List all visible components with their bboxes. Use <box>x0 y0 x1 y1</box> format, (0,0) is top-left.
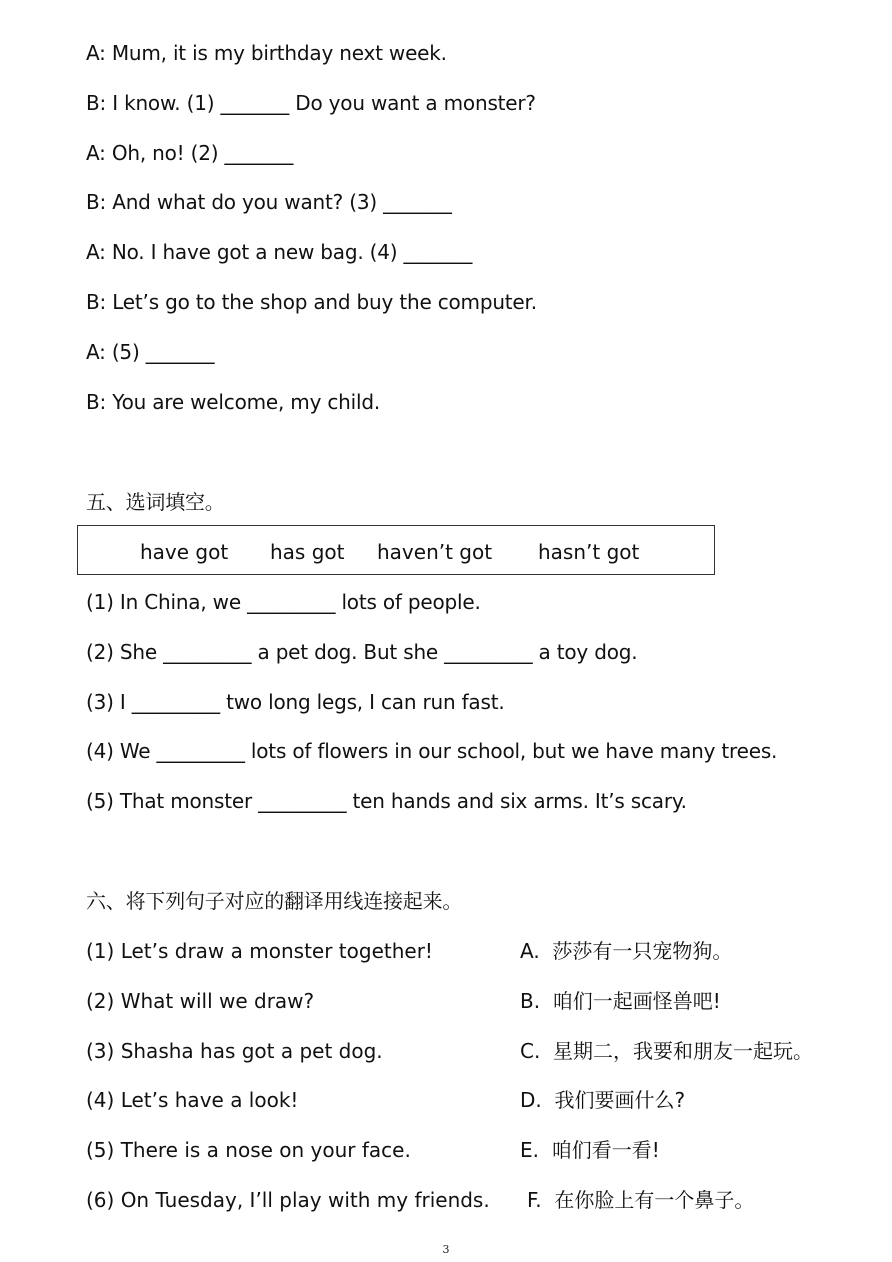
match-translation: E. 咱们看一看! <box>520 1138 660 1162</box>
section6-title: 六、将下列句子对应的翻译用线连接起来。 <box>86 889 463 913</box>
match-translation: C. 星期二，我要和朋友一起玩。 <box>520 1039 814 1063</box>
fill-question: (3) I _________ two long legs, I can run fast. <box>86 690 505 714</box>
match-sentence: (3) Shasha has got a pet dog. <box>86 1039 383 1063</box>
match-translation: A. 莎莎有一只宠物狗。 <box>520 939 733 963</box>
match-sentence: (5) There is a nose on your face. <box>86 1138 411 1162</box>
dialogue-line: B: Let’s go to the shop and buy the computer. <box>86 290 537 314</box>
match-translation: B. 咱们一起画怪兽吧! <box>520 989 721 1013</box>
match-translation: F. 在你脸上有一个鼻子。 <box>527 1188 755 1212</box>
match-sentence: (2) What will we draw? <box>86 989 315 1013</box>
fill-question: (2) She _________ a pet dog. But she _________ a toy dog. <box>86 640 638 664</box>
page-number: 3 <box>442 1243 450 1256</box>
dialogue-line: B: You are welcome, my child. <box>86 390 381 414</box>
word-option: haven’t got <box>377 540 493 564</box>
section5-title: 五、选词填空。 <box>86 490 225 514</box>
word-bank-box <box>77 525 715 575</box>
dialogue-line: B: I know. (1) _______ Do you want a monster? <box>86 91 536 115</box>
match-sentence: (4) Let’s have a look! <box>86 1088 299 1112</box>
fill-question: (5) That monster _________ ten hands and six arms. It’s scary. <box>86 789 687 813</box>
word-option: have got <box>140 540 229 564</box>
dialogue-line: A: (5) _______ <box>86 340 215 364</box>
word-option: has got <box>270 540 345 564</box>
dialogue-line: A: No. I have got a new bag. (4) _______ <box>86 240 473 264</box>
match-sentence: (6) On Tuesday, I’ll play with my friends. <box>86 1188 490 1212</box>
fill-question: (1) In China, we _________ lots of people. <box>86 590 481 614</box>
dialogue-line: A: Oh, no! (2) _______ <box>86 141 294 165</box>
dialogue-line: A: Mum, it is my birthday next week. <box>86 41 447 65</box>
match-sentence: (1) Let’s draw a monster together! <box>86 939 433 963</box>
match-translation: D. 我们要画什么? <box>520 1088 686 1112</box>
word-option: hasn’t got <box>538 540 640 564</box>
fill-question: (4) We _________ lots of flowers in our school, but we have many trees. <box>86 739 778 763</box>
dialogue-line: B: And what do you want? (3) _______ <box>86 190 452 214</box>
